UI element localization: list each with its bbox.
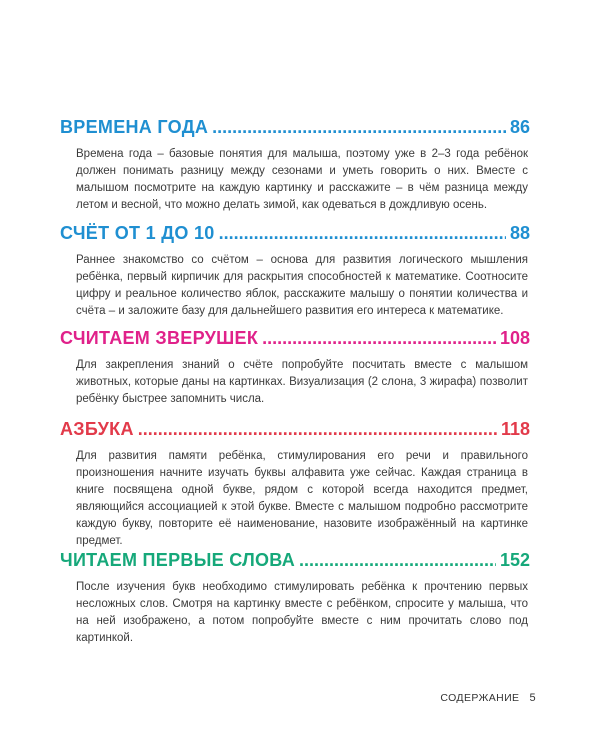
toc-dot-leader — [219, 222, 506, 244]
toc-description: Раннее знакомство со счётом – основа для развития логического мышления ребёнка, первый кирпичик для раскрытия способностей к математике. Соотносите цифру и реальное количество яблок, расскажите малышу о понятии количества и счёта – и заложите базу для дальнейшего развития его интереса к математике. — [76, 254, 528, 317]
toc-title: СЧИТАЕМ ЗВЕРУШЕК — [60, 328, 259, 348]
toc-description: Для закрепления знаний о счёте попробуйте посчитать вместе с малышом животных, которые даны на картинках. Визуализация (2 слона, 3 жирафа) позволит ребёнку быстрее запомнить числа. — [76, 359, 528, 405]
toc-page-number: 88 — [509, 223, 530, 243]
toc-title: СЧЁТ ОТ 1 ДО 10 — [60, 223, 215, 243]
toc-section-first-words — [60, 549, 530, 647]
toc-section-count-animals — [60, 327, 530, 408]
toc-title: ВРЕМЕНА ГОДА — [60, 117, 209, 137]
toc-dot-leader — [262, 327, 496, 349]
toc-dot-leader — [299, 549, 496, 571]
page-footer — [440, 692, 536, 704]
toc-page-number: 118 — [500, 419, 530, 439]
toc-heading[interactable] — [60, 418, 530, 440]
toc-heading[interactable] — [60, 327, 530, 349]
toc-dot-leader — [212, 116, 506, 138]
toc-page-number: 86 — [509, 117, 530, 137]
toc-title: ЧИТАЕМ ПЕРВЫЕ СЛОВА — [60, 550, 296, 570]
footer-page-number: 5 — [529, 692, 536, 704]
toc-page-number: 152 — [499, 550, 530, 570]
toc-dot-leader — [138, 418, 497, 440]
toc-heading[interactable] — [60, 222, 530, 244]
toc-section-seasons — [60, 116, 530, 214]
toc-section-counting — [60, 222, 530, 320]
toc-heading[interactable] — [60, 549, 530, 571]
toc-section-alphabet — [60, 418, 530, 550]
toc-page-number: 108 — [499, 328, 530, 348]
footer-label: СОДЕРЖАНИЕ — [440, 692, 520, 704]
toc-description: После изучения букв необходимо стимулировать ребёнка к прочтению первых несложных слов. Смотря на картинку вместе с ребёнком, спросите у малыша, что на ней изображено, а потом попробуйте вместе с ним прочитать слово под картинкой. — [76, 581, 528, 644]
toc-heading[interactable] — [60, 116, 530, 138]
toc-description: Для развития памяти ребёнка, стимулирования его речи и правильного произношения начните изучать буквы алфавита уже сейчас. Каждая страница в книге посвящена одной букве, рядом с которой всегда находится предмет, являющийся ассоциацией к этой букве. Вместе с малышом подробно рассмотрите каждую букву, повторите её наименование, назовите изображённый на картинке предмет. — [76, 450, 528, 547]
toc-description: Времена года – базовые понятия для малыша, поэтому уже в 2–3 года ребёнок должен понимать разницу между сезонами и уметь говорить о них. Вместе с малышом посмотрите на каждую картинку и расскажите – в чём разница между летом и весной, что можно делать зимой, как одеваться в дождливую осень. — [76, 148, 528, 211]
toc-title: АЗБУКА — [60, 419, 134, 439]
